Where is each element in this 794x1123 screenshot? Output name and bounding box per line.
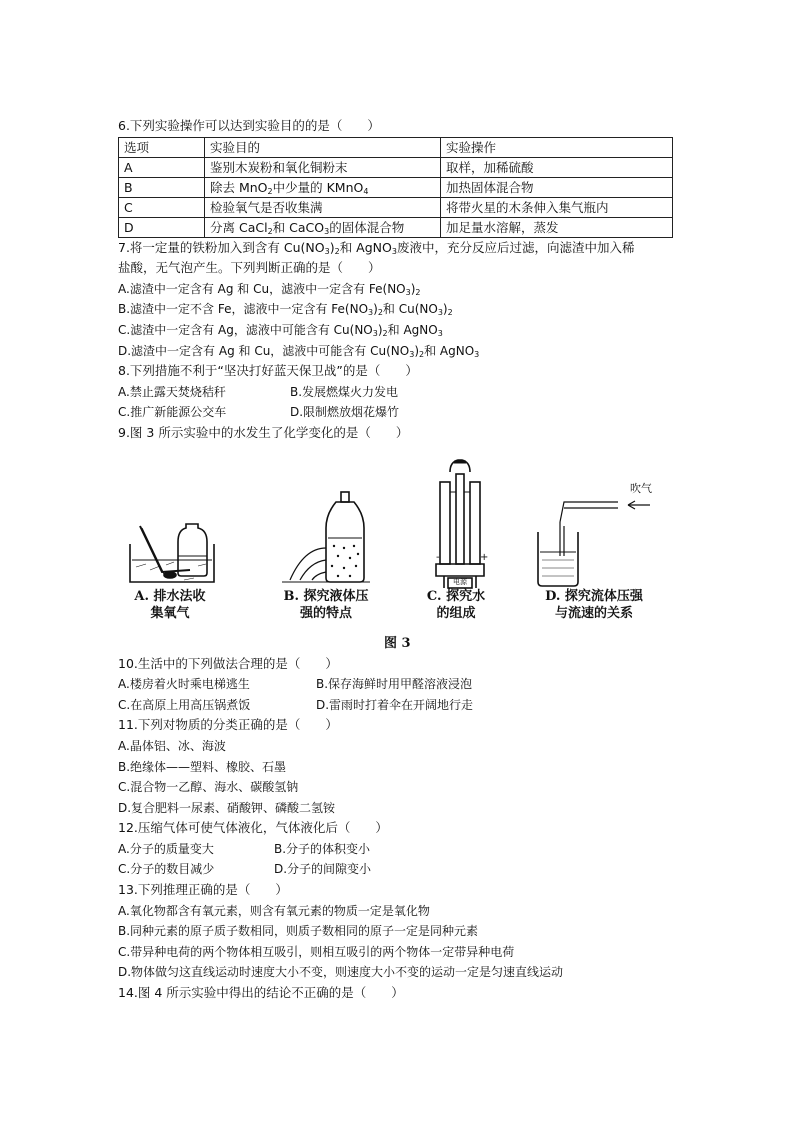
text-fragment: 废液中，充分反应后过滤，向滤渣中加入稀 xyxy=(396,239,635,255)
q10-option-a: A.楼房着火时乘电梯逃生 xyxy=(118,677,250,692)
figure-3-title: 图 3 xyxy=(384,635,411,651)
caption-line: 集氧气 xyxy=(150,605,190,621)
q10-stem: 10.生活中的下列做法合理的是（ ） xyxy=(118,655,338,671)
table-cell: B xyxy=(119,177,205,197)
table-cell: C xyxy=(119,197,205,217)
subscript: 3 xyxy=(368,308,374,318)
text-fragment: ) xyxy=(329,239,335,255)
beaker-apparatus xyxy=(538,501,650,586)
caption-c xyxy=(418,588,494,622)
q8-stem: 8.下列措施不利于“坚决打好蓝天保卫战”的是（ ） xyxy=(118,363,418,379)
q8-option-a: A.禁止露天焚烧秸秆 xyxy=(118,384,226,399)
subscript: 2 xyxy=(415,287,421,297)
q12-stem: 12.压缩气体可使气体液化，气体液化后（ ） xyxy=(118,820,388,836)
text-fragment: C.滤渣中一定含有 Ag，滤液中可能含有 Cu(NO xyxy=(118,322,373,337)
table-header-cell: 选项 xyxy=(119,137,205,157)
trough-apparatus xyxy=(130,524,214,582)
q12-options-row-1 xyxy=(118,839,678,860)
q10-options-row-1 xyxy=(118,674,678,695)
subscript: 2 xyxy=(382,328,388,338)
table-cell: 将带火星的木条伸入集气瓶内 xyxy=(441,197,673,217)
caption-line: B. 探究液体压 xyxy=(283,588,369,604)
water-bottle xyxy=(282,492,370,582)
subscript: 3 xyxy=(409,349,415,359)
table-cell: D xyxy=(119,217,205,237)
text-fragment: ) xyxy=(414,343,419,358)
text-fragment: 和 CaCO xyxy=(272,220,325,236)
q12-options-row-2 xyxy=(118,859,678,880)
caption-d xyxy=(538,588,650,622)
table-cell xyxy=(205,177,441,197)
subscript: 3 xyxy=(391,246,397,256)
text-fragment: ) xyxy=(373,302,378,317)
q12-option-a: A.分子的质量变大 xyxy=(118,841,214,856)
text-fragment: ) xyxy=(410,281,416,296)
text-fragment: 和 AgNO xyxy=(339,239,392,255)
table-row xyxy=(119,217,673,237)
minus-sign: - xyxy=(436,551,440,563)
caption-a xyxy=(130,588,210,622)
text-fragment: 和 Cu(NO xyxy=(382,302,438,317)
q13-option-a: A.氧化物都含有氧元素，则含有氧元素的物质一定是氧化物 xyxy=(118,903,430,918)
q13-option-d: D.物体做匀这直线运动时速度大小不变，则速度大小不变的运动一定是匀速直线运动 xyxy=(118,965,564,980)
figure-3-title-row xyxy=(118,630,678,654)
subscript: 4 xyxy=(363,187,369,197)
caption-line: 强的特点 xyxy=(299,605,352,621)
subscript: 3 xyxy=(474,349,480,359)
q8-option-b: B.发展燃煤火力发电 xyxy=(290,384,399,399)
table-cell: 鉴别木炭粉和氧化铜粉末 xyxy=(205,157,441,177)
table-cell: 加热固体混合物 xyxy=(441,177,673,197)
power-label: 电源 xyxy=(453,577,467,586)
table-cell: 检验氧气是否收集满 xyxy=(205,197,441,217)
q11-stem: 11.下列对物质的分类正确的是（ ） xyxy=(118,717,338,733)
electrolysis-apparatus xyxy=(436,460,484,588)
table-row xyxy=(119,157,673,177)
subscript: 3 xyxy=(437,328,443,338)
exam-page xyxy=(118,116,678,1004)
subscript: 2 xyxy=(267,227,273,237)
plus-sign: + xyxy=(480,551,489,563)
table-header-cell: 实验目的 xyxy=(205,137,441,157)
text-fragment: 的固体混合物 xyxy=(329,220,405,236)
caption-line: D. 探究流体压强 xyxy=(545,588,643,604)
text-fragment: D.滤渣中一定含有 Ag 和 Cu，滤液中可能含有 Cu(NO xyxy=(118,343,410,358)
subscript: 3 xyxy=(372,328,378,338)
q11-option-a: A.晶体铝、冰、海波 xyxy=(118,738,226,753)
q11-option-c: C.混合物一乙醇、海水、碳酸氢钠 xyxy=(118,780,299,795)
q13-option-b: B.同种元素的原子质子数相同，则质子数相同的原子一定是同种元素 xyxy=(118,924,479,939)
text-fragment: 分离 CaCl xyxy=(210,220,268,236)
subscript: 2 xyxy=(419,349,425,359)
table-header-row xyxy=(119,137,673,157)
q8-options-row-1 xyxy=(118,382,678,403)
subscript: 2 xyxy=(267,187,273,197)
caption-line: 与流速的关系 xyxy=(554,605,633,621)
q11-option-b: B.绝缘体——塑料、橡胶、石墨 xyxy=(118,759,287,774)
subscript: 2 xyxy=(334,246,340,256)
subscript: 3 xyxy=(324,227,330,237)
q9-stem: 9.图 3 所示实验中的水发生了化学变化的是（ ） xyxy=(118,424,409,440)
q6-table xyxy=(118,137,673,238)
q13-option-c: C.带异种电荷的两个物体相互吸引，则相互吸引的两个物体一定带异种电荷 xyxy=(118,944,515,959)
caption-b xyxy=(278,588,374,622)
table-cell: 取样，加稀硫酸 xyxy=(441,157,673,177)
q14-stem: 14.图 4 所示实验中得出的结论不正确的是（ ） xyxy=(118,985,404,1001)
q7-option-d xyxy=(118,341,678,362)
subscript: 2 xyxy=(447,308,453,318)
table-row xyxy=(119,177,673,197)
q8-option-c: C.推广新能源公交车 xyxy=(118,405,227,420)
table-row xyxy=(119,197,673,217)
table-header-cell: 实验操作 xyxy=(441,137,673,157)
figure-3-drawing xyxy=(118,452,678,602)
q10-options-row-2 xyxy=(118,695,678,716)
q13-stem: 13.下列推理正确的是（ ） xyxy=(118,882,288,898)
caption-line: C. 探究水 xyxy=(426,588,486,604)
q12-option-b: B.分子的体积变小 xyxy=(274,841,371,856)
text-fragment: 除去 MnO xyxy=(210,180,268,196)
text-fragment: 和 AgNO xyxy=(424,343,475,358)
subscript: 3 xyxy=(405,287,411,297)
blow-label: 吹气 xyxy=(630,481,652,495)
figure-3 xyxy=(118,452,678,630)
caption-line: A. 排水法收 xyxy=(134,588,206,604)
text-fragment: 7.将一定量的铁粉加入到含有 Cu(NO xyxy=(118,239,325,255)
table-cell xyxy=(205,217,441,237)
text-fragment: 和 AgNO xyxy=(387,322,438,337)
q10-option-b: B.保存海鲜时用甲醛溶液浸泡 xyxy=(316,677,473,692)
table-cell: A xyxy=(119,157,205,177)
q11-option-d: D.复合肥料一尿素、硝酸钾、磷酸二氢铵 xyxy=(118,800,336,815)
q7-option-a xyxy=(118,279,678,300)
q12-option-d: D.分子的间隙变小 xyxy=(274,862,372,877)
text-fragment: ) xyxy=(377,322,383,337)
q6-stem: 6.下列实验操作可以达到实验目的的是（ ） xyxy=(118,118,380,133)
table-cell: 加足量水溶解，蒸发 xyxy=(441,217,673,237)
q10-option-c: C.在高原上用高压锅煮饭 xyxy=(118,697,251,712)
text-fragment: B.滤渣中一定不含 Fe，滤液中一定含有 Fe(NO xyxy=(118,302,369,317)
subscript: 3 xyxy=(324,246,330,256)
text-fragment: ) xyxy=(442,302,448,317)
q7-option-c xyxy=(118,320,678,341)
caption-line: 的组成 xyxy=(436,605,476,621)
q12-option-c: C.分子的数目减少 xyxy=(118,862,215,877)
subscript: 3 xyxy=(437,308,443,318)
q7-option-b xyxy=(118,299,678,320)
q7-stem xyxy=(118,238,678,259)
q8-option-d: D.限制燃放烟花爆竹 xyxy=(290,405,400,420)
subscript: 2 xyxy=(377,308,383,318)
q8-options-row-2 xyxy=(118,402,678,423)
text-fragment: 中少量的 KMnO xyxy=(272,180,364,196)
q10-option-d: D.雷雨时打着伞在开阔地行走 xyxy=(316,697,474,712)
q7-stem-line2: 盐酸，无气泡产生。下列判断正确的是（ ） xyxy=(118,260,381,276)
text-fragment: A.滤渣中一定含有 Ag 和 Cu，滤液中一定含有 Fe(NO xyxy=(118,281,406,296)
